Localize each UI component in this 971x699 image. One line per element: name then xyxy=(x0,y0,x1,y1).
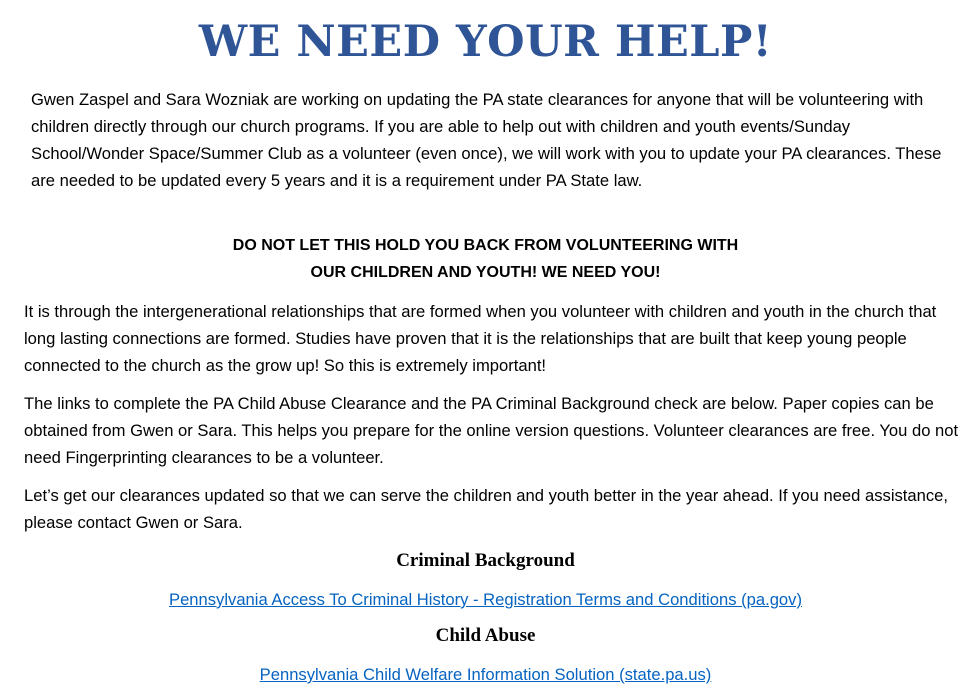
callout-line-1: DO NOT LET THIS HOLD YOU BACK FROM VOLUNTEERING WITH xyxy=(232,237,739,254)
criminal-background-title: Criminal Background xyxy=(396,550,575,571)
relationships-paragraph: It is through the intergenerational relationships that are formed when you volunteer with children and youth in the church that long lasting connections are formed. Studies have proven that it is the relationships that are built that keep young people connected to the church as the grow up! So this is extremely important! xyxy=(24,302,937,375)
callout-line-2: OUR CHILDREN AND YOUTH! WE NEED YOU! xyxy=(310,264,661,281)
callout-notice xyxy=(0,232,971,286)
headline: WE NEED YOUR HELP! xyxy=(198,17,773,67)
links-info-paragraph: The links to complete the PA Child Abuse Clearance and the PA Criminal Background check are below. Paper copies can be obtained from Gwen or Sara. This helps you prepare for the online version questions. Volunteer clearances are free. You do not need Fingerprinting clearances to be a volunteer. xyxy=(24,394,959,467)
child-abuse-link[interactable]: Pennsylvania Child Welfare Information Solution (state.pa.us) xyxy=(259,665,712,684)
child-abuse-title: Child Abuse xyxy=(435,625,536,646)
closing-paragraph: Let’s get our clearances updated so that we can serve the children and youth better in the year ahead. If you need assistance, please contact Gwen or Sara. xyxy=(24,486,949,532)
intro-paragraph: Gwen Zaspel and Sara Wozniak are working on updating the PA state clearances for anyone that will be volunteering with children directly through our church programs. If you are able to help out with children and youth events/Sunday School/Wonder Space/Summer Club as a volunteer (even once), we will work with you to update your PA clearances. These are needed to be updated every 5 years and it is a requirement under PA State law. xyxy=(31,90,942,190)
child-abuse-link-row xyxy=(0,662,971,688)
criminal-background-link-row xyxy=(0,587,971,613)
criminal-background-link[interactable]: Pennsylvania Access To Criminal History - Registration Terms and Conditions (pa.gov) xyxy=(169,590,802,609)
